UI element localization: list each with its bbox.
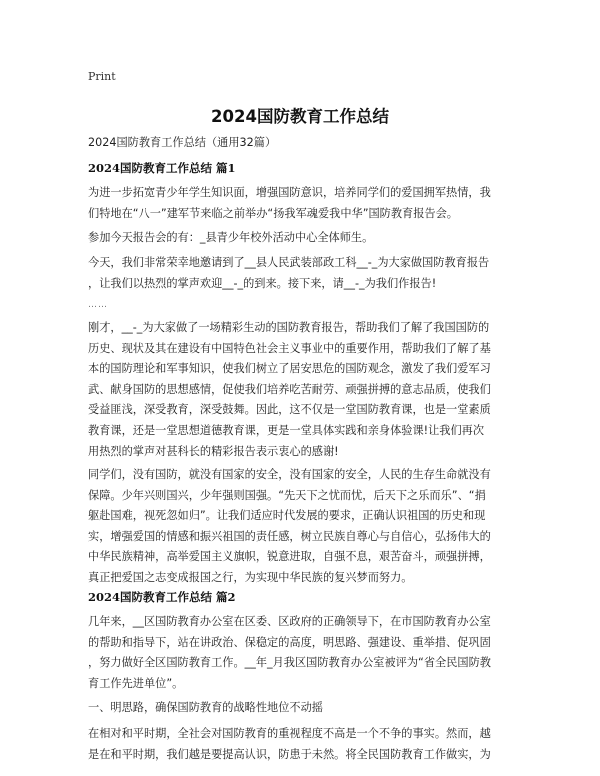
paragraph-line: 今天，我们非常荣幸地邀请到了__县人民武装部政工科__-_为大家做国防教育报告 — [88, 256, 490, 269]
print-link[interactable]: Print — [88, 70, 116, 83]
paragraph-line: 育工作先进单位”。 — [88, 676, 184, 690]
paragraph-line: 一、明思路，确保国防教育的战略性地位不动摇 — [88, 701, 323, 714]
paragraph-line: 为进一步拓宽青少年学生知识面，增强国防意识，培养同学们的爱国拥军热情，我 — [88, 186, 491, 199]
paragraph-line: 的帮助和指导下，站在讲政治、保稳定的高度，明思路、强建设、重举措、促巩固 — [88, 635, 491, 649]
paragraph-line: ，努力做好全区国防教育工作。__年_月我区国防教育办公室被评为“省全民国防教 — [88, 656, 491, 670]
paragraph-line: 刚才，__-_为大家做了一场精彩生动的国防教育报告，帮助我们了解了我国国防的 — [88, 321, 490, 334]
paragraph-line: 真正把爱国之志变成报国之行，为实现中华民族的复兴梦而努力。 — [88, 570, 413, 584]
paragraph-line: 几年来，__区国防教育办公室在区委、区政府的正确领导下，在市国防教育办公室 — [88, 615, 491, 628]
paragraph — [88, 318, 516, 462]
paragraph — [88, 228, 516, 249]
paragraph-line: 保障。少年兴则国兴，少年强则国强。“先天下之忧而忧，后天下之乐而乐”、“捐 — [88, 488, 486, 502]
paragraph-line: 们特地在“八一”建军节来临之前举办“扬我军魂爱我中华”国防教育报告会。 — [88, 206, 458, 220]
paragraph-line: 受益匪浅，深受教育，深受鼓舞。因此，这不仅是一堂国防教育课，也是一堂素质 — [88, 403, 491, 417]
section-heading-2: 2024国防教育工作总结 篇2 — [88, 590, 236, 604]
paragraph — [88, 465, 516, 589]
paragraph-line: 武、献身国防的思想感情，促使我们培养吃苦耐劳、顽强拼搏的意志品质，使我们 — [88, 382, 491, 396]
paragraph-line: 实，增强爱国的情感和振兴祖国的责任感，树立民族自尊心与自信心，弘扬伟大的 — [88, 529, 491, 543]
paragraph — [88, 698, 516, 719]
section-heading-1: 2024国防教育工作总结 篇1 — [88, 161, 236, 175]
paragraph — [88, 724, 516, 765]
paragraph-line: 在相对和平时期，全社会对国防教育的重视程度不高是一个不争的事实。然而，越 — [88, 727, 491, 740]
ellipsis: …… — [88, 300, 108, 310]
paragraph-line: 教育课，还是一堂思想道德教育课，更是一堂具体实践和亲身体验课!让我们再次 — [88, 423, 485, 437]
paragraph-line: 是在和平时期，我们越是要提高认识，防患于未然。将全民国防教育工作做实，为 — [88, 747, 491, 761]
paragraph-line: 躯赴国难，视死忽如归”。让我们适应时代发展的要求，正确认识祖国的历史和现 — [88, 509, 486, 523]
document-subtitle: 2024国防教育工作总结（通用32篇） — [88, 136, 277, 149]
document-title: 2024国防教育工作总结 — [211, 107, 389, 126]
paragraph-line: 中华民族精神，高举爱国主义旗帜，锐意进取，自强不息，艰苦奋斗，顽强拼搏， — [88, 550, 491, 564]
paragraph-line: 用热烈的掌声对甚科长的精彩报告表示衷心的感谢! — [88, 444, 339, 458]
paragraph — [88, 183, 516, 224]
paragraph-line: 参加今天报告会的有：_县青少年校外活动中心全体师生。 — [88, 231, 374, 244]
paragraph-line: 本的国防理论和军事知识，使我们树立了居安思危的国防观念，激发了我们爱军习 — [88, 362, 491, 376]
paragraph-line: 同学们，没有国防，就没有国家的安全，没有国家的安全，人民的生存生命就没有 — [88, 468, 491, 481]
paragraph — [88, 253, 516, 294]
paragraph-line: ，让我们以热烈的掌声欢迎__-_的到来。接下来，请__-_为我们作报告! — [88, 276, 437, 290]
paragraph — [88, 612, 516, 694]
paragraph-line: 历史、现状及其在建设有中国特色社会主义事业中的重要作用，帮助我们了解了基 — [88, 341, 491, 355]
